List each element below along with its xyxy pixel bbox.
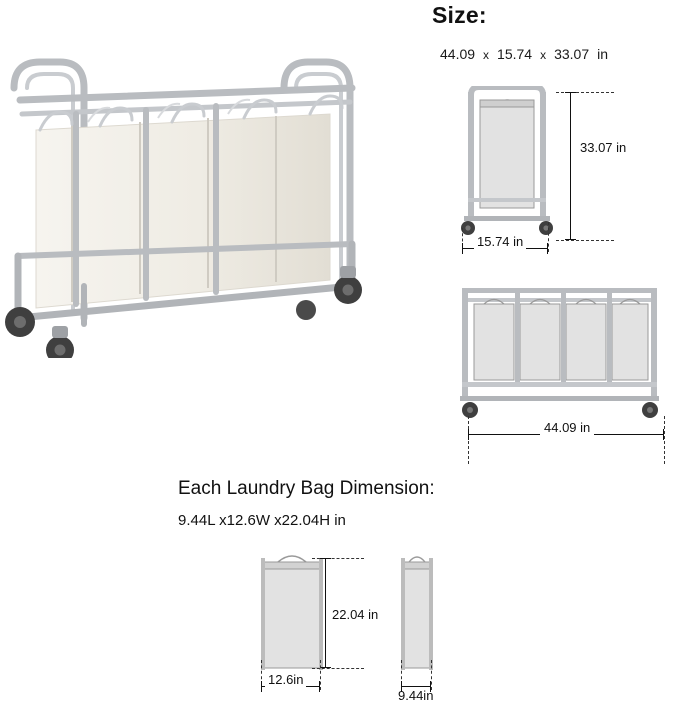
front-view-height-tick-bottom	[565, 239, 576, 240]
side-view-left-extension	[468, 416, 469, 464]
side-view-width-tick-left	[468, 429, 469, 440]
bag-side-right-extension	[431, 660, 432, 690]
size-height-value: 33.07	[554, 46, 590, 62]
bag-height-arrow	[325, 558, 326, 668]
bag-height-tick-top	[320, 558, 331, 559]
product-photo	[0, 18, 400, 358]
bag-section-subtitle: 9.44L x12.6W x22.04H in	[178, 512, 346, 529]
side-view-width-tick-right	[663, 429, 664, 440]
front-view-width-tick-left	[462, 243, 463, 254]
bag-side-view-diagram	[390, 552, 450, 672]
size-width-value: 15.74	[497, 46, 533, 62]
bag-height-tick-bottom	[320, 667, 331, 668]
side-view-width-label: 44.09 in	[540, 420, 594, 435]
side-view-right-extension	[664, 416, 665, 464]
bag-height-label: 22.04 in	[332, 607, 379, 622]
bag-front-width-label: 12.6in	[265, 672, 306, 687]
bag-section-title: Each Laundry Bag Dimension:	[178, 478, 435, 499]
front-view-height-label: 33.07 in	[580, 140, 627, 155]
front-view-width-label: 15.74 in	[474, 234, 526, 249]
size-unit-label: in	[597, 46, 609, 62]
bag-front-right-extension	[320, 660, 321, 690]
front-view-bottom-extension	[556, 240, 614, 241]
size-dimensions-line	[440, 46, 608, 62]
bag-side-width-arrow	[401, 686, 431, 687]
front-view-width-tick-right	[547, 243, 548, 254]
front-view-diagram	[450, 86, 660, 256]
size-x-separator-1: x	[483, 48, 490, 62]
bag-side-width-label: 9.44in	[398, 688, 434, 703]
bag-front-width-tick-right	[319, 681, 320, 692]
front-view-right-extension	[548, 222, 549, 252]
front-view-height-tick-top	[565, 92, 576, 93]
side-view-diagram	[452, 282, 667, 432]
size-section-title: Size:	[432, 2, 487, 28]
front-view-height-arrow	[570, 92, 571, 240]
bag-front-width-tick-left	[261, 681, 262, 692]
size-length-value: 44.09	[440, 46, 476, 62]
size-x-separator-2: x	[540, 48, 547, 62]
